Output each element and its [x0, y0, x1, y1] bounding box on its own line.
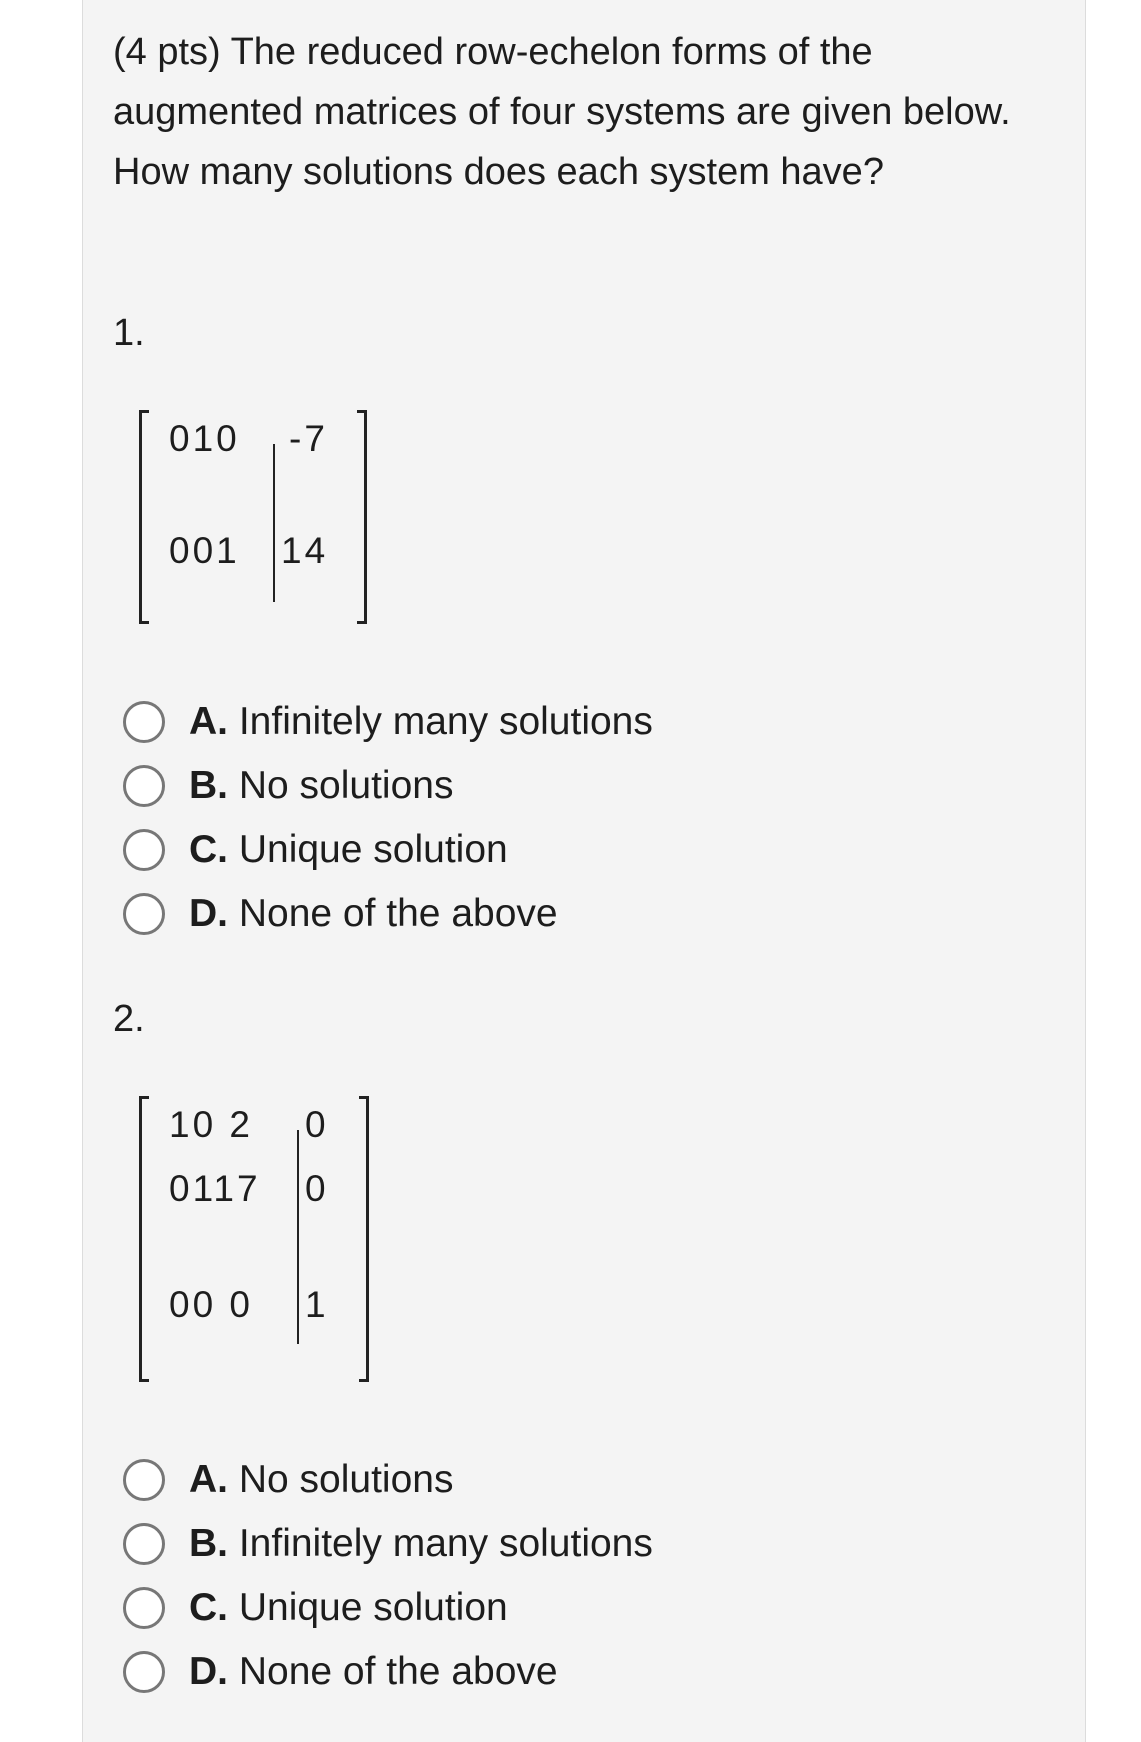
- option-label: Infinitely many solutions: [238, 1522, 653, 1565]
- matrix-rhs-row-3: 1: [305, 1284, 329, 1325]
- part-2-option-d[interactable]: [123, 1640, 653, 1704]
- matrix-right-bracket: [357, 410, 367, 624]
- option-letter: C.: [189, 1586, 228, 1629]
- matrix-right-bracket: [359, 1096, 369, 1382]
- matrix-coefficients-row-2: 001: [169, 530, 240, 571]
- option-label: No solutions: [238, 764, 454, 807]
- part-2-number: 2.: [113, 998, 145, 1040]
- matrix-left-bracket: [139, 1096, 149, 1382]
- option-label: No solutions: [238, 1458, 454, 1501]
- option-label: None of the above: [238, 1650, 558, 1693]
- matrix-rhs-row-2: 0: [305, 1168, 329, 1209]
- matrix-rhs-row-2: 14: [281, 530, 329, 571]
- part-1-augmented-matrix: [139, 410, 367, 624]
- part-2-option-c[interactable]: [123, 1576, 653, 1640]
- question-prompt: (4 pts) The reduced row-echelon forms of the augmented matrices of four systems are given below. How many solutions does each system have?: [113, 31, 1011, 193]
- part-2-options: [123, 1448, 653, 1704]
- matrix-coefficients-row-2: 0117: [169, 1168, 261, 1209]
- radio-button[interactable]: [123, 701, 165, 743]
- part-1-option-c[interactable]: [123, 818, 653, 882]
- option-label: Unique solution: [238, 1586, 508, 1629]
- option-letter: B.: [189, 764, 228, 807]
- matrix-left-bracket: [139, 410, 149, 624]
- option-letter: A.: [189, 1458, 228, 1501]
- radio-button[interactable]: [123, 893, 165, 935]
- option-label: Unique solution: [238, 828, 508, 871]
- radio-button[interactable]: [123, 1523, 165, 1565]
- part-1-option-a[interactable]: [123, 690, 653, 754]
- radio-button[interactable]: [123, 1459, 165, 1501]
- option-letter: C.: [189, 828, 228, 871]
- part-1-options: [123, 690, 653, 946]
- matrix-rhs-row-1: -7: [289, 418, 328, 459]
- part-1-number: 1.: [113, 312, 145, 354]
- matrix-coefficients-row-3: 00 0: [169, 1284, 254, 1325]
- option-letter: D.: [189, 892, 228, 935]
- matrix-coefficients-row-1: 10 2: [169, 1104, 254, 1145]
- option-letter: D.: [189, 1650, 228, 1693]
- radio-button[interactable]: [123, 1587, 165, 1629]
- question-card: [82, 0, 1086, 1742]
- augment-divider: [297, 1130, 299, 1344]
- option-label: None of the above: [238, 892, 558, 935]
- part-2-augmented-matrix: [139, 1096, 369, 1382]
- matrix-coefficients-row-1: 010: [169, 418, 240, 459]
- augment-divider: [273, 444, 275, 602]
- option-letter: A.: [189, 700, 228, 743]
- option-label: Infinitely many solutions: [238, 700, 653, 743]
- option-letter: B.: [189, 1522, 228, 1565]
- radio-button[interactable]: [123, 765, 165, 807]
- matrix-rhs-row-1: 0: [305, 1104, 329, 1145]
- radio-button[interactable]: [123, 829, 165, 871]
- part-2-option-b[interactable]: [123, 1512, 653, 1576]
- part-2-option-a[interactable]: [123, 1448, 653, 1512]
- radio-button[interactable]: [123, 1651, 165, 1693]
- part-1-option-b[interactable]: [123, 754, 653, 818]
- part-1-option-d[interactable]: [123, 882, 653, 946]
